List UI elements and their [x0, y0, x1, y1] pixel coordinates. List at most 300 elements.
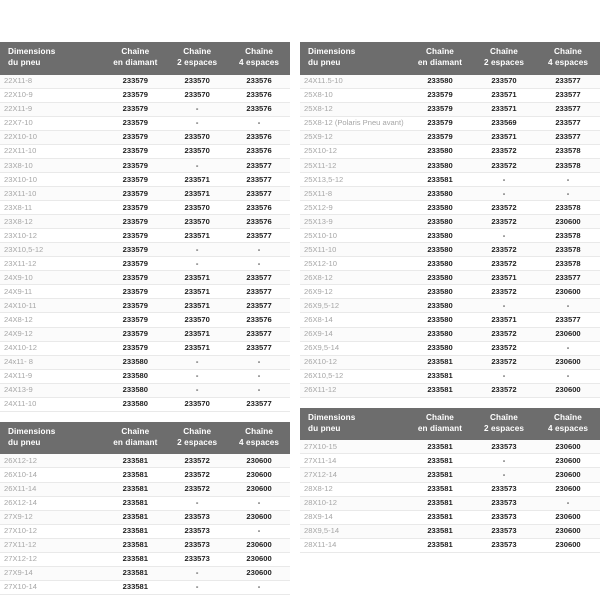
cell-chaine-2-espaces: 233571 [472, 313, 536, 327]
cell-tire-dimension: 24X8-12 [0, 313, 104, 327]
cell-chaine-4-espaces: - [536, 496, 600, 510]
cell-chaine-4-espaces: - [228, 257, 290, 271]
cell-chaine-4-espaces: 233577 [536, 102, 600, 116]
cell-chaine-4-espaces: 230600 [228, 552, 290, 566]
header-line-2: 2 espaces [483, 57, 525, 67]
cell-chaine-2-espaces: 233569 [472, 116, 536, 130]
cell-chaine-2-espaces: 233572 [166, 482, 228, 496]
header-line-1: Chaîne [426, 47, 454, 56]
table-row [0, 355, 290, 369]
cell-chaine-4-espaces: 230600 [536, 510, 600, 524]
cell-tire-dimension: 25X13,5-12 [300, 172, 408, 186]
cell-chaine-4-espaces: 233578 [536, 257, 600, 271]
cell-chaine-en-diamant: 233580 [408, 341, 472, 355]
table-header-row [0, 422, 290, 455]
cell-tire-dimension: 23X8-12 [0, 215, 104, 229]
cell-chaine-2-espaces: - [166, 257, 228, 271]
cell-tire-dimension: 27X12-14 [300, 468, 408, 482]
table-row [0, 187, 290, 201]
header-line-1: Dimensions [308, 47, 356, 56]
header-line-2: du pneu [8, 57, 41, 67]
cell-chaine-2-espaces: 233573 [472, 538, 536, 552]
cell-chaine-2-espaces: 233571 [166, 172, 228, 186]
cell-tire-dimension: 22X11-10 [0, 144, 104, 158]
column-header-chaine-2-espaces [166, 42, 228, 75]
cell-chaine-2-espaces: 233572 [472, 201, 536, 215]
cell-chaine-2-espaces: 233571 [166, 299, 228, 313]
header-line-2: 2 espaces [177, 437, 218, 447]
cell-chaine-en-diamant: 233581 [408, 482, 472, 496]
table-row [300, 454, 600, 468]
cell-tire-dimension: 27X10-14 [0, 580, 104, 594]
table-row [300, 158, 600, 172]
cell-chaine-4-espaces: 233576 [228, 215, 290, 229]
cell-chaine-2-espaces: 233573 [472, 440, 536, 454]
cell-chaine-2-espaces: 233570 [166, 397, 228, 411]
column-header-chaine-diamant [408, 408, 472, 441]
cell-tire-dimension: 25X12-9 [300, 201, 408, 215]
cell-chaine-2-espaces: - [166, 566, 228, 580]
column-header-chaine-4-espaces [536, 408, 600, 441]
table-body [0, 454, 290, 594]
column-gutter [290, 42, 300, 595]
cell-tire-dimension: 23X10-10 [0, 172, 104, 186]
cell-chaine-en-diamant: 233581 [104, 552, 166, 566]
cell-chaine-en-diamant: 233579 [104, 285, 166, 299]
cell-chaine-2-espaces: 233570 [166, 75, 228, 89]
cell-chaine-2-espaces: 233570 [166, 313, 228, 327]
cell-tire-dimension: 22X11-9 [0, 102, 104, 116]
cell-tire-dimension: 26X11-12 [300, 383, 408, 397]
table-row [300, 524, 600, 538]
cell-chaine-2-espaces: - [166, 496, 228, 510]
column-header-dimensions [0, 422, 104, 455]
cell-tire-dimension: 22X7-10 [0, 116, 104, 130]
cell-tire-dimension: 26X8-14 [300, 313, 408, 327]
cell-chaine-2-espaces: 233571 [166, 229, 228, 243]
table-row [0, 201, 290, 215]
cell-chaine-4-espaces: - [228, 116, 290, 130]
cell-chaine-4-espaces: 230600 [228, 538, 290, 552]
cell-tire-dimension: 25X11-8 [300, 187, 408, 201]
table-row [0, 454, 290, 468]
cell-tire-dimension: 26X10-14 [0, 468, 104, 482]
cell-chaine-2-espaces: - [472, 454, 536, 468]
table-row [300, 510, 600, 524]
cell-chaine-2-espaces: 233571 [166, 341, 228, 355]
cell-chaine-2-espaces: 233570 [166, 215, 228, 229]
cell-chaine-2-espaces: 233573 [472, 510, 536, 524]
cell-chaine-en-diamant: 233579 [104, 313, 166, 327]
table-row [0, 341, 290, 355]
table-row [0, 468, 290, 482]
table-row [300, 440, 600, 454]
table-row [0, 130, 290, 144]
cell-chaine-en-diamant: 233579 [408, 102, 472, 116]
left-column [0, 42, 290, 595]
cell-chaine-4-espaces: 233576 [228, 75, 290, 89]
cell-chaine-4-espaces: 233577 [228, 299, 290, 313]
table-row [0, 257, 290, 271]
cell-chaine-2-espaces: 233570 [166, 130, 228, 144]
header-line-2: en diamant [417, 57, 463, 67]
cell-chaine-en-diamant: 233581 [104, 496, 166, 510]
table-bottom-right [300, 408, 600, 553]
cell-chaine-4-espaces: 233577 [536, 313, 600, 327]
cell-chaine-2-espaces: 233573 [166, 524, 228, 538]
header-line-1: Dimensions [8, 47, 56, 56]
cell-chaine-en-diamant: 233581 [408, 440, 472, 454]
cell-chaine-2-espaces: 233571 [472, 271, 536, 285]
table-row [300, 369, 600, 383]
cell-tire-dimension: 25X8-10 [300, 88, 408, 102]
table-row [0, 271, 290, 285]
cell-tire-dimension: 27X10-12 [0, 524, 104, 538]
header-line-2: du pneu [308, 423, 341, 433]
cell-chaine-2-espaces: 233573 [166, 538, 228, 552]
cell-chaine-2-espaces: - [472, 299, 536, 313]
table-row [0, 327, 290, 341]
cell-chaine-en-diamant: 233581 [104, 482, 166, 496]
cell-chaine-2-espaces: - [166, 102, 228, 116]
table-row [0, 243, 290, 257]
header-line-1: Chaîne [490, 412, 518, 422]
cell-chaine-en-diamant: 233580 [408, 158, 472, 172]
table-row [300, 116, 600, 130]
cell-chaine-4-espaces: 230600 [536, 482, 600, 496]
cell-chaine-en-diamant: 233581 [104, 538, 166, 552]
cell-chaine-4-espaces: 233576 [228, 144, 290, 158]
header-line-2: du pneu [308, 57, 341, 67]
table-row [300, 257, 600, 271]
cell-chaine-en-diamant: 233580 [408, 201, 472, 215]
cell-tire-dimension: 25X10-10 [300, 229, 408, 243]
cell-chaine-4-espaces: 230600 [228, 468, 290, 482]
cell-chaine-en-diamant: 233580 [408, 327, 472, 341]
table-row [300, 327, 600, 341]
cell-chaine-4-espaces: 233577 [228, 341, 290, 355]
header-line-2: 4 espaces [547, 57, 589, 67]
cell-tire-dimension: 24X10-11 [0, 299, 104, 313]
cell-chaine-en-diamant: 233580 [104, 383, 166, 397]
column-header-dimensions [300, 42, 408, 75]
table-header-row [300, 42, 600, 75]
table-row [0, 383, 290, 397]
table-row [0, 566, 290, 580]
header-line-1: Chaîne [426, 412, 454, 422]
cell-chaine-4-espaces: 230600 [228, 566, 290, 580]
header-line-2: 4 espaces [547, 423, 589, 433]
cell-chaine-4-espaces: 233577 [228, 229, 290, 243]
table-row [0, 172, 290, 186]
cell-chaine-4-espaces: - [536, 172, 600, 186]
cell-chaine-4-espaces: 233577 [536, 116, 600, 130]
cell-chaine-2-espaces: 233573 [472, 482, 536, 496]
cell-chaine-2-espaces: 233571 [472, 88, 536, 102]
header-line-1: Chaîne [245, 426, 274, 436]
table-row [300, 496, 600, 510]
cell-tire-dimension: 27X10-15 [300, 440, 408, 454]
cell-chaine-en-diamant: 233581 [408, 538, 472, 552]
cell-chaine-4-espaces: 233576 [228, 130, 290, 144]
cell-tire-dimension: 25X8-12 (Polaris Pneu avant) [300, 116, 408, 130]
table-row [300, 102, 600, 116]
cell-chaine-2-espaces: 233573 [166, 510, 228, 524]
column-header-chaine-2-espaces [472, 42, 536, 75]
cell-tire-dimension: 26X12-14 [0, 496, 104, 510]
cell-chaine-2-espaces: 233572 [472, 383, 536, 397]
cell-chaine-en-diamant: 233580 [408, 257, 472, 271]
cell-chaine-en-diamant: 233579 [104, 257, 166, 271]
cell-chaine-2-espaces: 233572 [472, 341, 536, 355]
table-row [300, 341, 600, 355]
cell-chaine-2-espaces: 233571 [166, 187, 228, 201]
cell-chaine-4-espaces: 230600 [536, 285, 600, 299]
cell-tire-dimension: 24X9-12 [0, 327, 104, 341]
cell-chaine-2-espaces: 233571 [166, 285, 228, 299]
cell-chaine-en-diamant: 233580 [408, 215, 472, 229]
cell-chaine-2-espaces: 233573 [472, 524, 536, 538]
cell-chaine-en-diamant: 233580 [104, 397, 166, 411]
cell-chaine-en-diamant: 233579 [104, 215, 166, 229]
cell-chaine-4-espaces: 230600 [536, 538, 600, 552]
cell-chaine-en-diamant: 233580 [408, 75, 472, 89]
cell-chaine-2-espaces: - [472, 172, 536, 186]
cell-tire-dimension: 24X11.5-10 [300, 75, 408, 89]
cell-tire-dimension: 23X11-12 [0, 257, 104, 271]
cell-chaine-4-espaces: 233578 [536, 201, 600, 215]
cell-chaine-en-diamant: 233579 [104, 116, 166, 130]
cell-chaine-4-espaces: 233577 [228, 271, 290, 285]
cell-chaine-4-espaces: 230600 [228, 454, 290, 468]
cell-chaine-4-espaces: 233577 [228, 172, 290, 186]
table-row [300, 482, 600, 496]
table-row [0, 524, 290, 538]
cell-tire-dimension: 28X9,5-14 [300, 524, 408, 538]
cell-chaine-en-diamant: 233581 [104, 468, 166, 482]
header-line-2: 4 espaces [239, 437, 280, 447]
table-top-right [300, 42, 600, 398]
cell-tire-dimension: 25X8-12 [300, 102, 408, 116]
table-row [300, 229, 600, 243]
table-row [0, 510, 290, 524]
header-line-2: en diamant [417, 423, 463, 433]
table-row [300, 271, 600, 285]
cell-chaine-2-espaces: - [166, 158, 228, 172]
cell-tire-dimension: 27X11-12 [0, 538, 104, 552]
cell-chaine-en-diamant: 233580 [104, 369, 166, 383]
cell-tire-dimension: 23X11-10 [0, 187, 104, 201]
cell-chaine-4-espaces: 233577 [228, 285, 290, 299]
table-top-left [0, 42, 290, 412]
cell-chaine-en-diamant: 233581 [408, 468, 472, 482]
cell-chaine-en-diamant: 233579 [104, 201, 166, 215]
table-row [0, 285, 290, 299]
cell-chaine-en-diamant: 233579 [104, 229, 166, 243]
table-row [300, 215, 600, 229]
cell-tire-dimension: 27X12-12 [0, 552, 104, 566]
cell-chaine-2-espaces: - [472, 187, 536, 201]
cell-chaine-en-diamant: 233579 [104, 187, 166, 201]
table-row [0, 102, 290, 116]
cell-tire-dimension: 23X8-10 [0, 158, 104, 172]
cell-tire-dimension: 24X10-12 [0, 341, 104, 355]
cell-tire-dimension: 22X11-8 [0, 75, 104, 89]
cell-chaine-2-espaces: 233572 [472, 215, 536, 229]
cell-tire-dimension: 27X9-12 [0, 510, 104, 524]
cell-tire-dimension: 27X9-14 [0, 566, 104, 580]
table-row [0, 538, 290, 552]
cell-tire-dimension: 26X9-12 [300, 285, 408, 299]
cell-chaine-2-espaces: 233572 [166, 454, 228, 468]
cell-tire-dimension: 27X11-14 [300, 454, 408, 468]
table-row [0, 299, 290, 313]
table-row [300, 243, 600, 257]
cell-chaine-2-espaces: - [166, 243, 228, 257]
cell-tire-dimension: 24x11- 8 [0, 355, 104, 369]
table-row [300, 130, 600, 144]
cell-chaine-4-espaces: 233577 [228, 187, 290, 201]
cell-chaine-2-espaces: 233573 [166, 552, 228, 566]
table-header-row [300, 408, 600, 441]
cell-chaine-4-espaces: 233576 [228, 313, 290, 327]
cell-chaine-2-espaces: 233572 [472, 257, 536, 271]
cell-chaine-2-espaces: - [166, 369, 228, 383]
cell-chaine-4-espaces: 233577 [536, 88, 600, 102]
right-column [300, 42, 600, 595]
cell-chaine-en-diamant: 233581 [104, 566, 166, 580]
cell-chaine-4-espaces: 230600 [536, 327, 600, 341]
cell-chaine-2-espaces: 233572 [472, 144, 536, 158]
header-line-1: Chaîne [121, 47, 150, 56]
cell-tire-dimension: 26X9,5-14 [300, 341, 408, 355]
table-body [300, 440, 600, 552]
cell-tire-dimension: 25X11-10 [300, 243, 408, 257]
column-header-dimensions [300, 408, 408, 441]
table-row [300, 285, 600, 299]
cell-chaine-4-espaces: 233576 [228, 88, 290, 102]
cell-chaine-2-espaces: - [472, 229, 536, 243]
cell-chaine-4-espaces: - [228, 496, 290, 510]
cell-chaine-4-espaces: 230600 [536, 524, 600, 538]
column-header-chaine-4-espaces [536, 42, 600, 75]
cell-chaine-2-espaces: 233570 [166, 201, 228, 215]
header-line-1: Chaîne [183, 47, 212, 56]
cell-chaine-en-diamant: 233579 [104, 144, 166, 158]
cell-chaine-4-espaces: 230600 [536, 215, 600, 229]
cell-tire-dimension: 28X10-12 [300, 496, 408, 510]
cell-chaine-2-espaces: 233570 [166, 144, 228, 158]
header-line-2: du pneu [8, 437, 41, 447]
table-row [300, 538, 600, 552]
header-line-1: Dimensions [8, 426, 56, 436]
cell-chaine-4-espaces: 230600 [536, 468, 600, 482]
cell-tire-dimension: 26X11-14 [0, 482, 104, 496]
table-row [300, 172, 600, 186]
cell-chaine-2-espaces: - [166, 580, 228, 594]
cell-chaine-en-diamant: 233579 [104, 327, 166, 341]
cell-chaine-2-espaces: 233572 [166, 468, 228, 482]
cell-tire-dimension: 26X9,5-12 [300, 299, 408, 313]
cell-chaine-4-espaces: 233577 [228, 397, 290, 411]
column-header-chaine-2-espaces [166, 422, 228, 455]
cell-chaine-en-diamant: 233579 [408, 88, 472, 102]
header-line-1: Chaîne [490, 47, 518, 56]
table-header-row [0, 42, 290, 75]
table-row [0, 580, 290, 594]
cell-chaine-4-espaces: 233578 [536, 229, 600, 243]
cell-chaine-4-espaces: 233577 [228, 327, 290, 341]
table-row [300, 187, 600, 201]
cell-chaine-en-diamant: 233579 [104, 158, 166, 172]
cell-chaine-2-espaces: 233572 [472, 355, 536, 369]
cell-chaine-4-espaces: 233576 [228, 201, 290, 215]
cell-chaine-4-espaces: 233577 [536, 75, 600, 89]
cell-chaine-4-espaces: 230600 [536, 454, 600, 468]
cell-chaine-en-diamant: 233581 [104, 454, 166, 468]
cell-chaine-en-diamant: 233579 [104, 243, 166, 257]
cell-chaine-en-diamant: 233579 [104, 102, 166, 116]
cell-tire-dimension: 22X10-10 [0, 130, 104, 144]
cell-chaine-en-diamant: 233580 [408, 187, 472, 201]
header-line-2: 2 espaces [483, 423, 525, 433]
cell-tire-dimension: 24X9-11 [0, 285, 104, 299]
cell-tire-dimension: 23X10-12 [0, 229, 104, 243]
cell-chaine-en-diamant: 233579 [408, 116, 472, 130]
column-header-chaine-diamant [408, 42, 472, 75]
column-header-chaine-2-espaces [472, 408, 536, 441]
header-line-2: en diamant [113, 437, 158, 447]
cell-chaine-4-espaces: 230600 [536, 355, 600, 369]
cell-chaine-4-espaces: - [228, 243, 290, 257]
cell-chaine-en-diamant: 233581 [408, 355, 472, 369]
header-line-1: Chaîne [183, 426, 212, 436]
table-row [300, 75, 600, 89]
table-row [0, 229, 290, 243]
cell-chaine-2-espaces: 233571 [166, 327, 228, 341]
cell-chaine-en-diamant: 233581 [408, 454, 472, 468]
cell-chaine-4-espaces: - [228, 383, 290, 397]
cell-chaine-en-diamant: 233581 [104, 524, 166, 538]
header-line-1: Chaîne [121, 426, 150, 436]
table-row [0, 144, 290, 158]
cell-tire-dimension: 24X13-9 [0, 383, 104, 397]
cell-chaine-en-diamant: 233579 [104, 75, 166, 89]
cell-chaine-en-diamant: 233580 [104, 355, 166, 369]
cell-chaine-en-diamant: 233580 [408, 271, 472, 285]
table-row [0, 397, 290, 411]
cell-chaine-2-espaces: 233571 [472, 102, 536, 116]
cell-chaine-2-espaces: - [472, 369, 536, 383]
cell-tire-dimension: 28X8-12 [300, 482, 408, 496]
cell-chaine-en-diamant: 233580 [408, 313, 472, 327]
cell-chaine-2-espaces: - [166, 355, 228, 369]
cell-chaine-2-espaces: 233570 [166, 88, 228, 102]
cell-chaine-en-diamant: 233581 [408, 369, 472, 383]
cell-tire-dimension: 23X10,5-12 [0, 243, 104, 257]
table-row [0, 158, 290, 172]
cell-chaine-2-espaces: 233572 [472, 243, 536, 257]
cell-tire-dimension: 26X10,5-12 [300, 369, 408, 383]
cell-chaine-en-diamant: 233581 [104, 580, 166, 594]
cell-chaine-4-espaces: - [536, 341, 600, 355]
table-row [0, 369, 290, 383]
cell-tire-dimension: 24X9-10 [0, 271, 104, 285]
header-line-1: Dimensions [308, 412, 356, 422]
cell-chaine-4-espaces: 230600 [228, 510, 290, 524]
table-row [300, 355, 600, 369]
table-row [300, 299, 600, 313]
